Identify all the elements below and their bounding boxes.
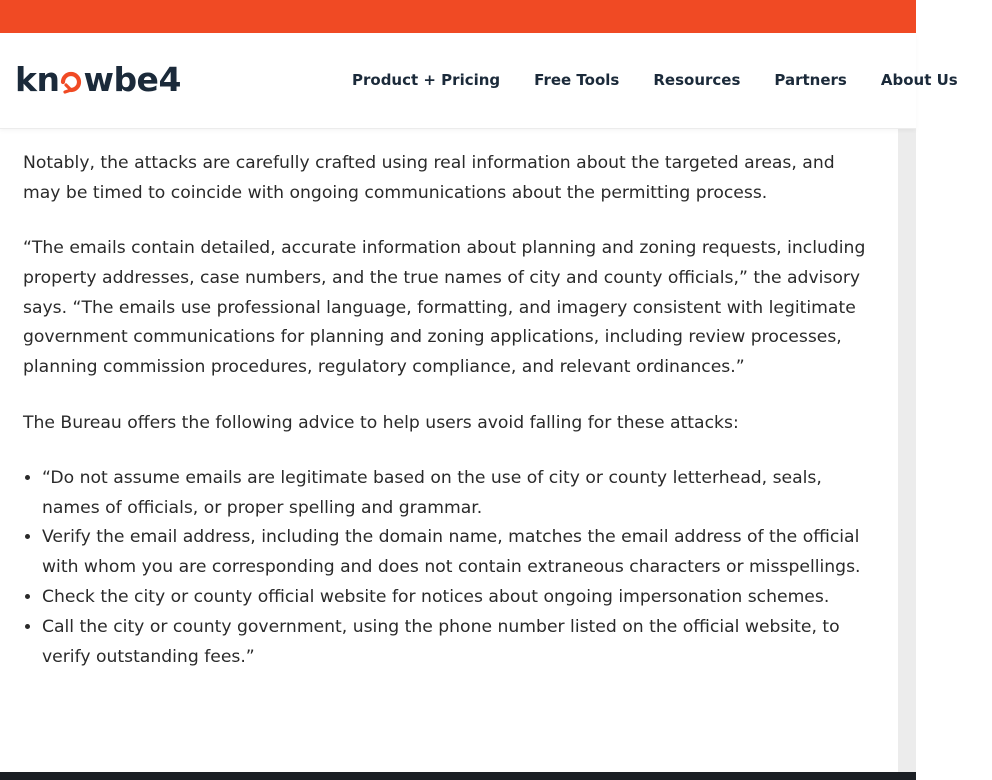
main-nav xyxy=(352,71,992,89)
list-item: • Verify the email address, including the domain name, matches the email address of the official with whom you are corresponding and does not contain extraneous characters or misspellings. xyxy=(42,523,868,583)
list-item: • Call the city or county government, using the phone number listed on the official website, to verify outstanding fees.” xyxy=(42,613,868,673)
knowbe4-logo[interactable] xyxy=(15,59,181,99)
scrollbar-track[interactable] xyxy=(898,129,916,772)
nav-product-pricing[interactable]: Product + Pricing xyxy=(352,71,501,89)
paragraph-1: Notably, the attacks are carefully crafted using real information about the targeted areas, and may be timed to coincide with ongoing communications about the permitting process. xyxy=(23,153,835,203)
nav-about-us[interactable]: About Us xyxy=(880,71,958,89)
list-item: • “Do not assume emails are legitimate based on the use of city or county letterhead, seals, names of officials, or proper spelling and grammar. xyxy=(42,464,868,524)
logo-text-right: wbe4 xyxy=(83,59,181,99)
logo-o-arrow-icon xyxy=(60,71,82,93)
site-header xyxy=(0,33,958,129)
list-item: • Check the city or county official website for notices about ongoing impersonation schemes. xyxy=(42,583,868,613)
nav-free-tools[interactable]: Free Tools xyxy=(534,71,620,89)
nav-partners[interactable]: Partners xyxy=(774,71,847,89)
article-body xyxy=(23,149,868,672)
article-content xyxy=(0,129,898,772)
logo-text-left: kn xyxy=(15,59,60,99)
bottom-bar xyxy=(0,772,916,780)
promo-banner[interactable] xyxy=(0,0,916,33)
advice-list xyxy=(23,464,868,673)
paragraph-2: “The emails contain detailed, accurate information about planning and zoning requests, including property addresses, case numbers, and the true names of city and county officials,” the advisory says. “The emails use professional language, formatting, and imagery consistent with legitimate government communications for planning and zoning applications, including review processes, planning commission procedures, regulatory compliance, and relevant ordinances.” xyxy=(23,238,866,378)
paragraph-3: The Bureau offers the following advice to help users avoid falling for these attacks: xyxy=(23,412,739,433)
nav-resources[interactable]: Resources xyxy=(653,71,741,89)
